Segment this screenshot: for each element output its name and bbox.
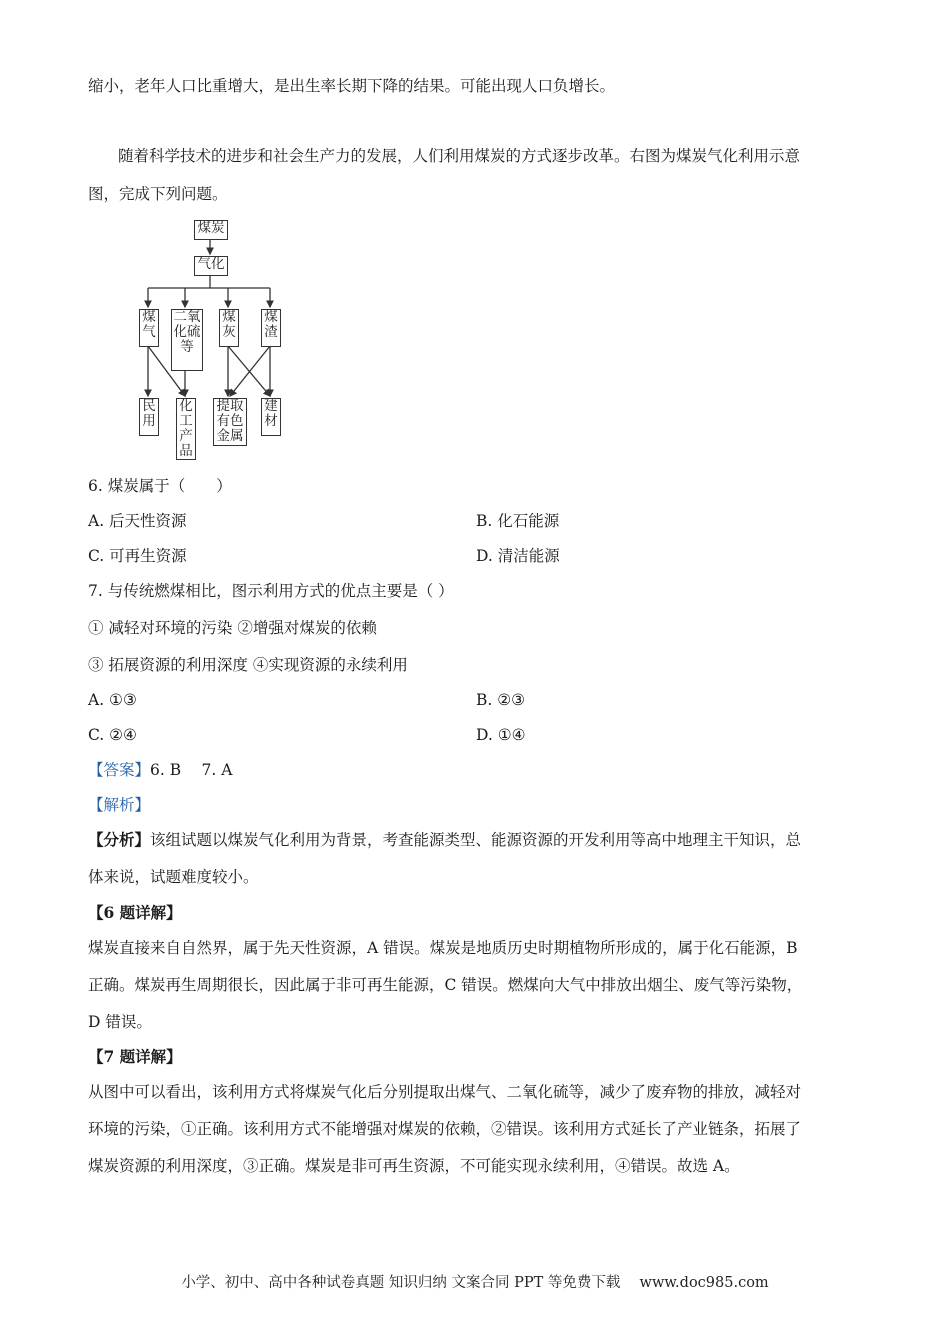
analysis-label: 【分析】 bbox=[88, 830, 151, 849]
q6-option-b: B. 化石能源 bbox=[476, 512, 560, 530]
analysis-line-2: 体来说，试题难度较小。 bbox=[88, 868, 259, 886]
diagram-product-coal-slag: 煤 渣 bbox=[261, 309, 281, 347]
diagram-use-building: 建 材 bbox=[261, 398, 281, 436]
analysis-line-1 bbox=[88, 830, 801, 850]
q7-option-a: A. ①③ bbox=[88, 691, 137, 709]
q6-option-c: C. 可再生资源 bbox=[88, 547, 187, 565]
page-footer: 小学、初中、高中各种试卷真题 知识归纳 文案合同 PPT 等免费下载 www.doc985.com bbox=[181, 1275, 769, 1291]
diagram-product-coal-gas: 煤 气 bbox=[139, 309, 159, 347]
q7-option-b: B. ②③ bbox=[476, 691, 526, 709]
q7-stem: 7. 与传统燃煤相比，图示利用方式的优点主要是（ ） bbox=[88, 582, 454, 600]
q6-stem: 6. 煤炭属于（ ） bbox=[88, 477, 232, 495]
answer-text: 6. B 7. A bbox=[150, 761, 233, 779]
diagram-product-sulfur-dioxide: 二氧 化硫 等 bbox=[171, 309, 203, 371]
analysis-heading: 【解析】 bbox=[88, 796, 151, 814]
diagram-product-coal-ash: 煤 灰 bbox=[219, 309, 239, 347]
q7-option-c: C. ②④ bbox=[88, 726, 137, 744]
detail7-line-3: 煤炭资源的利用深度，③正确。煤炭是非可再生资源，不可能实现永续利用，④错误。故选 A。 bbox=[88, 1157, 740, 1175]
detail7-line-2: 环境的污染，①正确。该利用方式不能增强对煤炭的依赖，②错误。该利用方式延长了产业链条，拓展了 bbox=[88, 1120, 802, 1138]
answer-line bbox=[88, 760, 232, 780]
top-line: 缩小，老年人口比重增大，是出生率长期下降的结果。可能出现人口负增长。 bbox=[88, 77, 616, 95]
diagram-use-chemical: 化 工 产 品 bbox=[176, 398, 196, 460]
analysis-text-1: 该组试题以煤炭气化利用为背景，考查能源类型、能源资源的开发利用等高中地理主干知识，总 bbox=[150, 831, 802, 849]
detail7-line-1: 从图中可以看出，该利用方式将煤炭气化后分别提取出煤气、二氧化硫等，减少了废弃物的排放，减轻对 bbox=[88, 1083, 802, 1101]
answer-label: 【答案】 bbox=[88, 761, 151, 779]
q7-statement-1: ① 减轻对环境的污染 ②增强对煤炭的依赖 bbox=[88, 619, 377, 637]
detail6-line-2: 正确。煤炭再生周期很长，因此属于非可再生能源，C 错误。燃煤向大气中排放出烟尘、废气等污染物， bbox=[88, 976, 803, 994]
intro-line-2: 图，完成下列问题。 bbox=[88, 185, 228, 203]
detail7-label: 【7 题详解】 bbox=[88, 1047, 182, 1066]
diagram-source-coal: 煤炭 bbox=[194, 220, 228, 240]
q7-option-d: D. ①④ bbox=[476, 726, 526, 744]
diagram-use-metals: 提取 有色 金属 bbox=[213, 398, 247, 446]
detail6-line-1: 煤炭直接来自自然界，属于先天性资源，A 错误。煤炭是地质历史时期植物所形成的，属于化石能源，B bbox=[88, 939, 798, 957]
q7-statement-2: ③ 拓展资源的利用深度 ④实现资源的永续利用 bbox=[88, 656, 408, 674]
detail6-line-3: D 错误。 bbox=[88, 1013, 152, 1031]
diagram-use-civil: 民 用 bbox=[139, 398, 159, 436]
intro-line-1: 随着科学技术的进步和社会生产力的发展，人们利用煤炭的方式逐步改革。右图为煤炭气化利用示意 bbox=[118, 147, 801, 165]
diagram-process-gasify: 气化 bbox=[194, 256, 228, 276]
coal-gasification-diagram bbox=[130, 216, 290, 462]
q6-option-d: D. 清洁能源 bbox=[476, 547, 560, 565]
detail6-label: 【6 题详解】 bbox=[88, 903, 182, 922]
q6-option-a: A. 后天性资源 bbox=[88, 512, 187, 530]
